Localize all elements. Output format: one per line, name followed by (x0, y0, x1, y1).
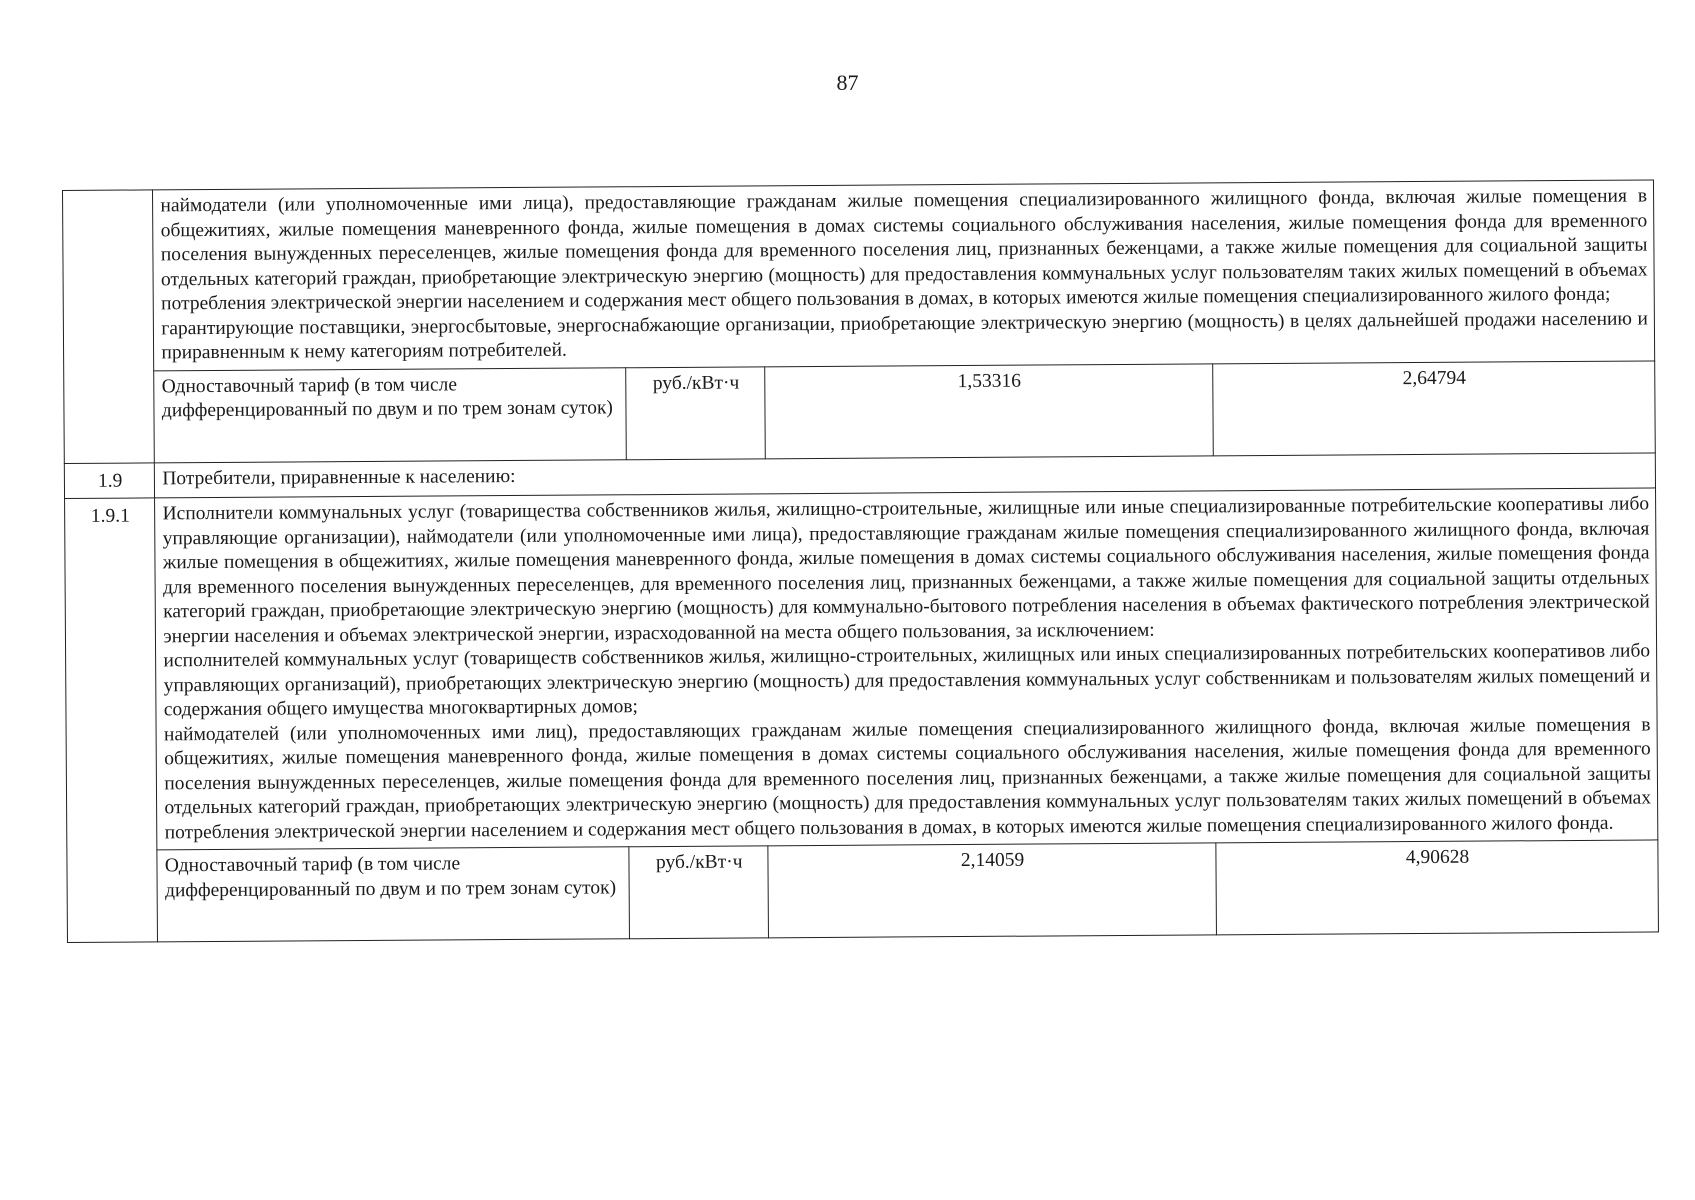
table-row (65, 488, 1658, 851)
tariff-row (67, 840, 1659, 943)
row-number-cell (63, 190, 155, 463)
tariff-table (62, 179, 1659, 943)
description-paragraph: исполнителей коммунальных услуг (товариществ собственников жилья, жилищно-строительных, жилищных или иных специализированных потребительских кооперативов либо управляющих организаций), приобретающих электрическую энергию (мощность) для предоставления коммунальных услуг собственникам и пользователям жилых помещений и содержания общего имущества многоквартирных домов; (163, 640, 1651, 721)
description-cell (155, 488, 1658, 850)
description-paragraph: наймодатели (или уполномоченные ими лица), предоставляющие гражданам жилые помещения специализированного жилищного фонда, включая жилые помещения в общежитиях, жилые помещения маневренного фонда, жилые помещения в домах системы социального обслуживания населения, жилые помещения фонда для временного поселения вынужденных переселенцев, жилые помещения фонда для временного поселения лиц, признанных беженцами, а также жилые помещения для социальной защиты отдельных категорий граждан, приобретающие электрическую энергию (мощность) для предоставления коммунальных услуг пользователям таких жилых помещений в объемах потребления электрической энергии населением и содержания мест общего пользования в домах, в которых имеются жилые помещения специализированного жилого фонда; (160, 185, 1648, 315)
table-row (63, 180, 1655, 371)
tariff-value-1: 1,53316 (765, 363, 1214, 458)
page-number: 87 (836, 70, 859, 95)
description-cell (153, 180, 1655, 370)
tariff-value-1: 2,14059 (768, 843, 1217, 938)
tariff-value-2: 2,64794 (1213, 360, 1656, 455)
section-title-cell: Потребители, приравненные к населению: (155, 452, 1656, 497)
tariff-name-cell: Одноставочный тариф (в том числе дифференцированный по двум и по трем зонам суток) (154, 367, 627, 462)
unit-cell: руб./кВт·ч (626, 366, 765, 459)
tariff-name-cell: Одноставочный тариф (в том числе дифференцированный по двум и по трем зонам суток) (157, 847, 630, 942)
description-paragraph: Исполнители коммунальных услуг (товарищества собственников жилья, жилищно-строительные, жилищные или иные специализированные потребительские кооперативы либо управляющие организации), наймодатели (или уполномоченные ими лица), предоставляющие гражданам жилые помещения специализированного жилищного фонда, включая жилые помещения в общежитиях, жилые помещения маневренного фонда, жилые помещения в домах системы социального обслуживания населения, жилые помещения фонда для временного поселения вынужденных переселенцев, для временного поселения лиц, признанных беженцами, а также жилые помещения для социальной защиты отдельных категорий граждан, приобретающие электрическую энергию (мощность) для коммунально-бытового потребления населения в объемах фактического потребления электрической энергии населения и объемах электрической энергии, израсходованной на места общего пользования, за исключением: (162, 493, 1650, 647)
row-number-cell: 1.9 (64, 462, 155, 498)
description-paragraph: наймодателей (или уполномоченных ими лиц), предоставляющих гражданам жилые помещения специализированного жилищного фонда, включая жилые помещения в общежитиях, жилые помещения маневренного фонда, жилые помещения в домах системы социального обслуживания населения, жилые помещения фонда для временного поселения вынужденных переселенцев, жилые помещения фонда для временного поселения лиц, признанных беженцами, а также жилые помещения для социальной защиты отдельных категорий граждан, приобретающих электрическую энергию (мощность) для предоставления коммунальных услуг пользователям таких жилых помещений в объемах потребления электрической энергии населением и содержания мест общего пользования в домах, в которых имеются жилые помещения специализированного жилого фонда. (163, 713, 1652, 843)
unit-cell: руб./кВт·ч (629, 846, 768, 939)
tariff-value-2: 4,90628 (1216, 840, 1659, 935)
tariff-row (64, 360, 1656, 463)
description-paragraph: гарантирующие поставщики, энергосбытовые, энергоснабжающие организации, приобретающие электрическую энергию (мощность) в целях дальнейшей продажи населению и приравненным к нему категориям потребителей. (161, 307, 1648, 364)
row-number-cell: 1.9.1 (65, 498, 158, 943)
